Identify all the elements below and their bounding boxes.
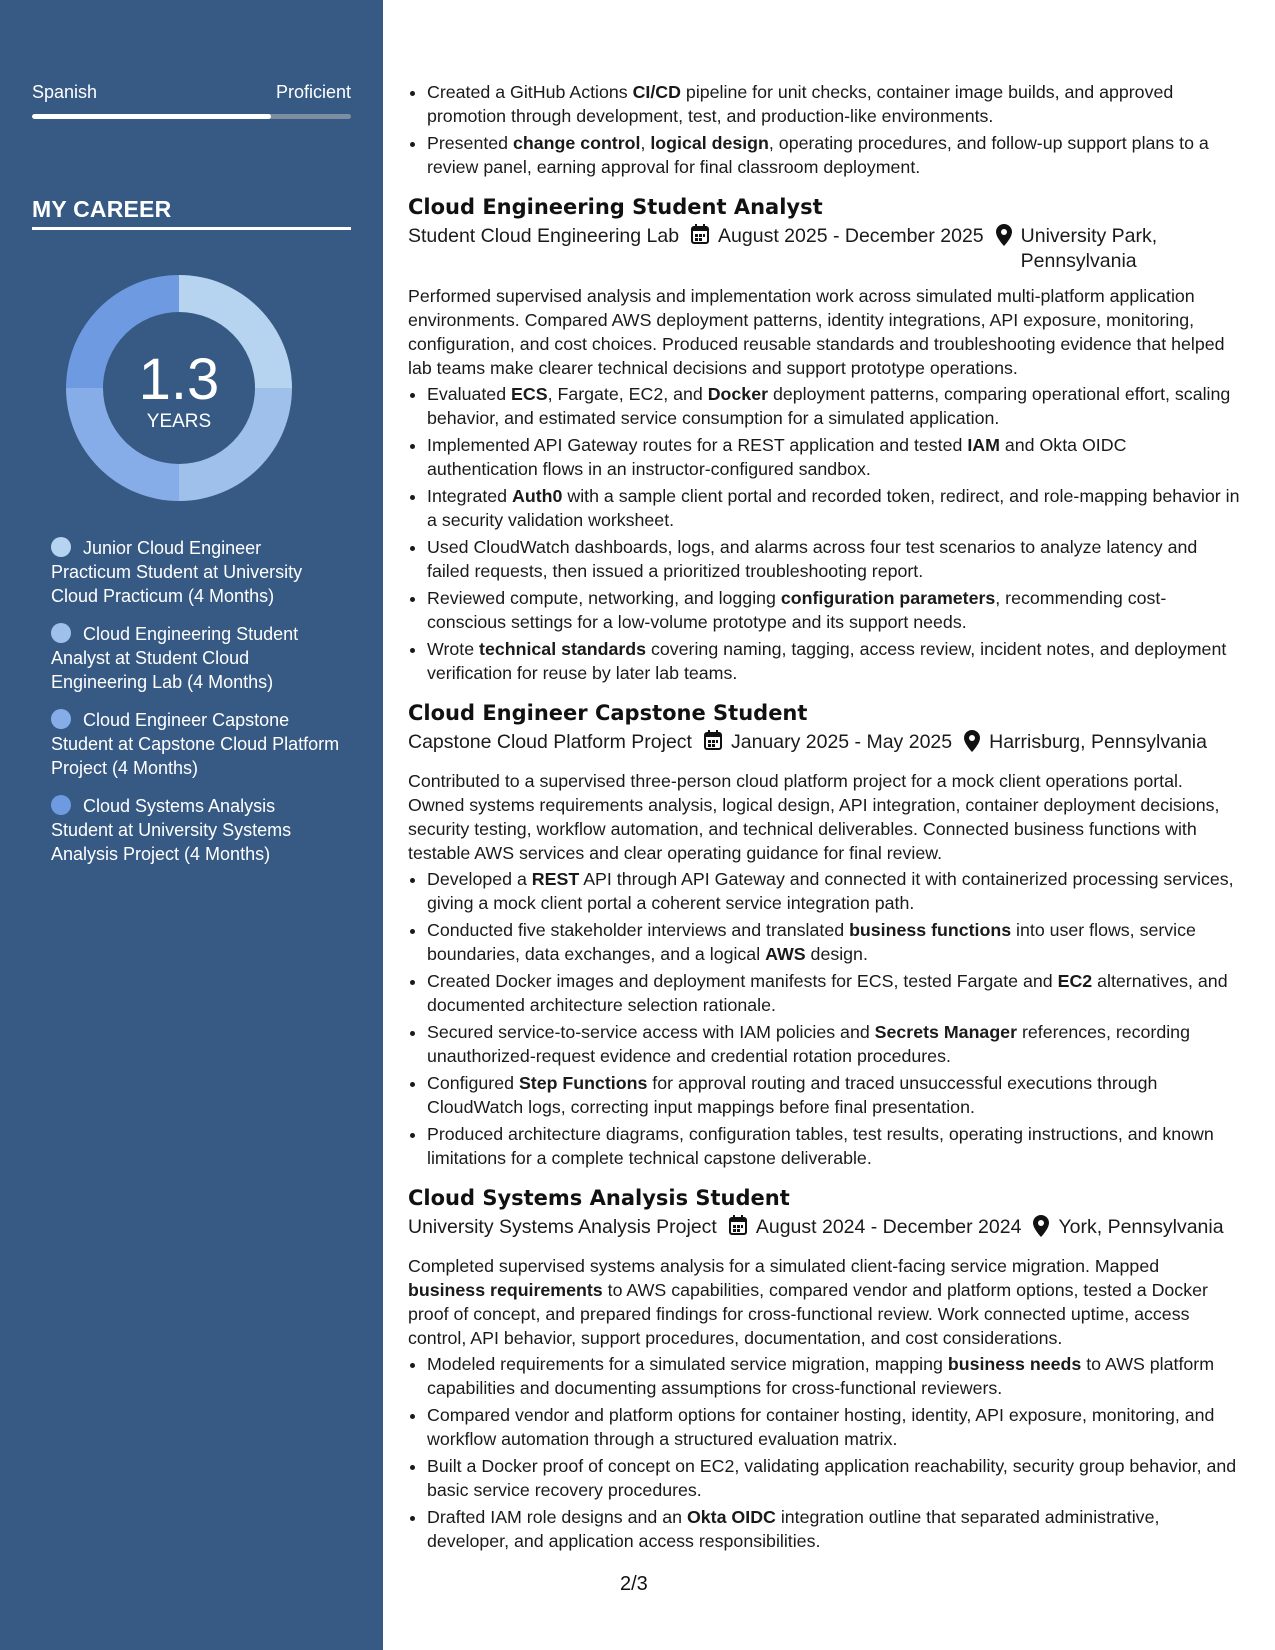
job-meta (408, 224, 1240, 274)
calendar-icon (704, 730, 722, 757)
career-heading: MY CAREER (32, 196, 172, 222)
map-pin-icon (996, 224, 1012, 253)
bullet-item (427, 382, 1240, 430)
career-heading-rule (32, 227, 351, 230)
career-legend-item (51, 794, 341, 866)
career-legend-item (51, 708, 341, 780)
career-total-value: 1.3 (138, 347, 220, 412)
language-level-bar (32, 114, 351, 119)
job-location: University Park, Pennsylvania (1020, 225, 1158, 272)
legend-dot-icon (51, 709, 71, 729)
job-entry (408, 1184, 1240, 1553)
text-run: Secured service-to-service access with IAM policies and (427, 1022, 875, 1042)
career-legend-item (51, 622, 341, 694)
legend-dot-icon (51, 623, 71, 643)
job-title: Cloud Systems Analysis Student (408, 1186, 790, 1210)
job-location: Harrisburg, Pennsylvania (989, 731, 1207, 753)
job-meta (408, 730, 1240, 759)
text-run: Created Docker images and deployment manifests for ECS, tested Fargate and (427, 971, 1058, 991)
text-run: , (640, 133, 651, 153)
text-run: Reviewed compute, networking, and logging (427, 588, 781, 608)
text-run: Configured (427, 1073, 519, 1093)
calendar-icon (691, 224, 709, 251)
career-legend-label: Cloud Engineer Capstone Student at Capstone Cloud Platform Project (4 Months) (51, 710, 340, 778)
text-run: design. (805, 944, 868, 964)
text-run: Built a Docker proof of concept on EC2, validating application reachability, security group behavior, and basic service recovery procedures. (427, 1456, 1237, 1500)
text-run: Contributed to a supervised three-person cloud platform project for a mock client operations portal. Owned systems requirements analysis, logical design, API integration, container deployment decisions, security testing, workflow automation, and technical deliverables. Connected business functions with testable AWS services and clear operating guidance for final review. (408, 771, 1220, 863)
text-run: , operating procedures, and follow-up support plans to a review panel, earning approval for final classroom deployment. (427, 133, 1209, 177)
keyword-bold: Step Functions (518, 1073, 648, 1093)
bullet-item (427, 484, 1240, 532)
career-legend (51, 536, 341, 880)
keyword-bold: logical design (650, 133, 769, 153)
job-summary (408, 769, 1240, 865)
text-run: and Okta OIDC authentication flows in an instructor-configured sandbox. (427, 435, 1127, 479)
job-location: York, Pennsylvania (1058, 1216, 1224, 1238)
calendar-icon (729, 1215, 747, 1242)
sidebar (0, 0, 383, 1650)
text-run: Integrated (427, 486, 513, 506)
career-legend-label: Junior Cloud Engineer Practicum Student at University Cloud Practicum (4 Months) (51, 538, 303, 606)
language-level: Proficient (275, 82, 351, 102)
text-run: to AWS capabilities, compared vendor and platform options, tested a Docker proof of concept, and prepared findings for cross-functional review. Work connected uptime, access control, API behavior, support procedures, documentation, and cost considerations. (408, 1280, 1208, 1348)
text-run: Produced architecture diagrams, configuration tables, test results, operating instructions, and known limitations for a complete technical capstone deliverable. (427, 1124, 1214, 1168)
keyword-bold: business functions (849, 920, 1012, 940)
career-legend-label: Cloud Engineering Student Analyst at Student Cloud Engineering Lab (4 Months) (51, 624, 299, 692)
keyword-bold: business needs (947, 1354, 1082, 1374)
bullet-item (427, 1505, 1240, 1553)
experience-list (408, 193, 1240, 1553)
main-content (408, 80, 1240, 1556)
job-bullets (408, 1352, 1240, 1553)
text-run: pipeline for unit checks, container image builds, and approved promotion through development, test, and production-like environments. (427, 82, 1174, 126)
text-run: references, recording unauthorized-request evidence and credential rotation procedures. (427, 1022, 1190, 1066)
text-run: Used CloudWatch dashboards, logs, and alarms across four test scenarios to analyze latency and failed requests, then issued a prioritized troubleshooting report. (427, 537, 1198, 581)
bullet-item (427, 969, 1240, 1017)
text-run: Wrote (427, 639, 480, 659)
job-dates: January 2025 - May 2025 (730, 731, 953, 753)
job-bullets (408, 867, 1240, 1170)
map-pin-icon (964, 730, 980, 759)
bullet-item (427, 535, 1240, 583)
bullet-item (427, 1352, 1240, 1400)
text-run: Created a GitHub Actions (427, 82, 633, 102)
text-run: integration outline that separated administrative, developer, and application access responsibilities. (427, 1507, 1160, 1551)
text-run: API through API Gateway and connected it with containerized processing services, giving a mock client portal a coherent service integration path. (427, 869, 1234, 913)
keyword-bold: business requirements (408, 1280, 603, 1300)
text-run: to AWS platform capabilities and documenting assumptions for cross-functional reviewers. (427, 1354, 1215, 1398)
bullet-item (427, 80, 1240, 128)
bullet-item (427, 867, 1240, 915)
bullet-item (427, 433, 1240, 481)
bullet-item (427, 1020, 1240, 1068)
text-run: Completed supervised systems analysis for a simulated client-facing service migration. Mapped (408, 1256, 1160, 1276)
text-run: , recommending cost-conscious settings for a low-volume prototype and its support needs. (427, 588, 1167, 632)
bullet-item (427, 1454, 1240, 1502)
job-title: Cloud Engineering Student Analyst (408, 195, 823, 219)
bullet-item (427, 637, 1240, 685)
keyword-bold: Secrets Manager (874, 1022, 1017, 1042)
text-run: Compared vendor and platform options for container hosting, identity, API exposure, monitoring, and workflow automation through a structured evaluation matrix. (427, 1405, 1215, 1449)
text-run: alternatives, and documented architecture selection rationale. (427, 971, 1228, 1015)
text-run: covering naming, tagging, access review, incident notes, and deployment verification for reuse by later lab teams. (427, 639, 1227, 683)
keyword-bold: Auth0 (512, 486, 563, 506)
bullet-item (427, 1122, 1240, 1170)
text-run: Modeled requirements for a simulated service migration, mapping (427, 1354, 948, 1374)
job-company: Student Cloud Engineering Lab (408, 225, 680, 247)
job-bullets (408, 382, 1240, 685)
keyword-bold: IAM (967, 435, 1000, 455)
keyword-bold: AWS (765, 944, 806, 964)
text-run: Drafted IAM role designs and an (427, 1507, 687, 1527)
keyword-bold: ECS (511, 384, 548, 404)
language-name: Spanish (32, 82, 98, 102)
keyword-bold: EC2 (1057, 971, 1093, 991)
keyword-bold: CI/CD (632, 82, 681, 102)
job-dates: August 2024 - December 2024 (755, 1216, 1022, 1238)
keyword-bold: REST (531, 869, 580, 889)
text-run: Developed a (427, 869, 532, 889)
text-run: Conducted five stakeholder interviews and translated (427, 920, 850, 940)
bullet-item (427, 586, 1240, 634)
job-title: Cloud Engineer Capstone Student (408, 701, 808, 725)
language-row (32, 82, 351, 103)
career-total-unit: YEARS (146, 411, 212, 432)
job-summary (408, 284, 1240, 380)
text-run: Evaluated (427, 384, 512, 404)
job-company: University Systems Analysis Project (408, 1216, 717, 1238)
job-company: Capstone Cloud Platform Project (408, 731, 692, 753)
job-meta (408, 1215, 1240, 1244)
job-summary (408, 1254, 1240, 1350)
previous-job-bullets (408, 80, 1240, 179)
text-run: Implemented API Gateway routes for a REST application and tested (427, 435, 968, 455)
keyword-bold: change control (513, 133, 641, 153)
map-pin-icon (1033, 1215, 1049, 1244)
text-run: , Fargate, EC2, and (547, 384, 708, 404)
bullet-item (427, 918, 1240, 966)
bullet-item (427, 1403, 1240, 1451)
text-run: with a sample client portal and recorded token, redirect, and role-mapping behavior in a security validation worksheet. (427, 486, 1240, 530)
job-entry (408, 193, 1240, 685)
text-run: Presented (427, 133, 513, 153)
keyword-bold: configuration parameters (780, 588, 996, 608)
text-run: deployment patterns, comparing operational effort, scaling behavior, and estimated service consumption for a simulated application. (427, 384, 1231, 428)
career-legend-label: Cloud Systems Analysis Student at University Systems Analysis Project (4 Months) (51, 796, 292, 864)
keyword-bold: Docker (707, 384, 769, 404)
job-dates: August 2025 - December 2025 (718, 225, 984, 247)
career-legend-item (51, 536, 341, 608)
keyword-bold: technical standards (479, 639, 647, 659)
legend-dot-icon (51, 537, 71, 557)
text-run: for approval routing and traced unsuccessful executions through CloudWatch logs, correcting input mappings before final presentation. (427, 1073, 1158, 1117)
language-level-fill (32, 114, 271, 119)
career-donut-chart (66, 275, 292, 501)
bullet-item (427, 131, 1240, 179)
job-entry (408, 699, 1240, 1170)
bullet-item (427, 1071, 1240, 1119)
text-run: Performed supervised analysis and implementation work across simulated multi-platform application environments. Compared AWS deployment patterns, identity integrations, API exposure, monitoring, configuration, and cost choices. Produced reusable standards and troubleshooting evidence that helped lab teams make clearer technical decisions and support prototype operations. (408, 286, 1225, 378)
legend-dot-icon (51, 795, 71, 815)
page-number: 2/3 (620, 1573, 648, 1595)
keyword-bold: Okta OIDC (686, 1507, 776, 1527)
text-run: into user flows, service boundaries, data exchanges, and a logical (427, 920, 1196, 964)
